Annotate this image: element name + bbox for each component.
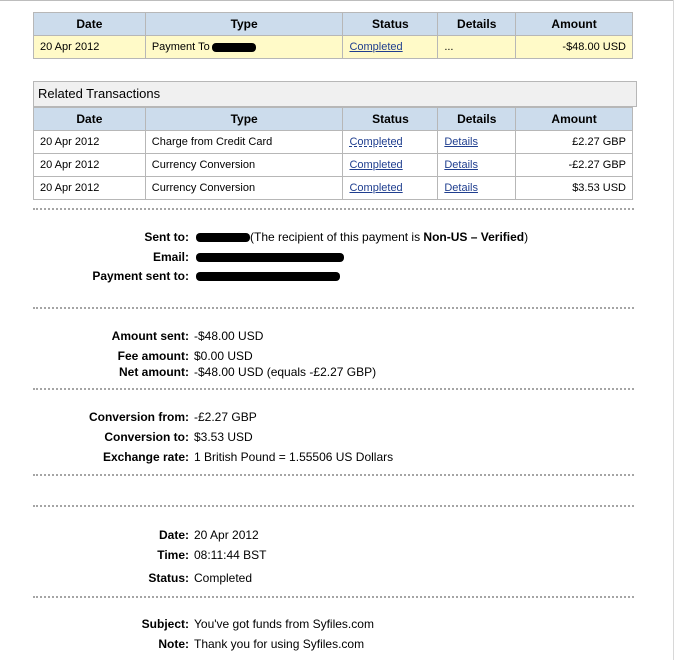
amount-sent-row bbox=[0, 328, 674, 344]
status-link[interactable]: Completed bbox=[349, 41, 403, 53]
redaction-mark bbox=[196, 233, 250, 242]
cell-details bbox=[438, 131, 516, 154]
col-header-status: Status bbox=[343, 13, 438, 36]
email-value bbox=[194, 249, 344, 265]
conversion-from-row bbox=[0, 409, 674, 425]
cell-type: Currency Conversion bbox=[145, 177, 343, 200]
cell-type bbox=[145, 36, 343, 59]
col-header-amount: Amount bbox=[516, 108, 633, 131]
recipient-note-prefix: (The recipient of this payment is bbox=[250, 230, 424, 244]
subject-value: You've got funds from Syfiles.com bbox=[194, 617, 374, 631]
cell-amount: £2.27 GBP bbox=[516, 131, 633, 154]
exchange-rate-row bbox=[0, 449, 674, 465]
cell-details bbox=[438, 177, 516, 200]
note-label: Note: bbox=[158, 637, 189, 651]
details-link[interactable]: Details bbox=[444, 136, 478, 148]
time-value: 08:11:44 BST bbox=[194, 548, 267, 562]
cell-date: 20 Apr 2012 bbox=[34, 131, 146, 154]
cell-date: 20 Apr 2012 bbox=[34, 154, 146, 177]
section-divider bbox=[33, 388, 634, 390]
cell-status bbox=[343, 154, 438, 177]
col-header-details: Details bbox=[438, 13, 516, 36]
cell-details bbox=[438, 154, 516, 177]
sent-to-label: Sent to: bbox=[144, 230, 189, 244]
status-label: Status: bbox=[148, 571, 189, 585]
payment-sent-to-value bbox=[194, 268, 340, 284]
section-divider bbox=[33, 596, 634, 598]
cell-amount: -£2.27 GBP bbox=[516, 154, 633, 177]
net-amount-label: Net amount: bbox=[119, 365, 189, 379]
cell-date: 20 Apr 2012 bbox=[34, 36, 146, 59]
status-value: Completed bbox=[194, 571, 253, 585]
section-divider bbox=[33, 208, 634, 210]
cell-type: Currency Conversion bbox=[145, 154, 343, 177]
amount-sent-value: -$48.00 USD bbox=[194, 329, 264, 343]
redaction-mark bbox=[196, 272, 340, 281]
details-link[interactable]: Details bbox=[444, 182, 478, 194]
status-link[interactable]: Completed bbox=[349, 182, 403, 194]
col-header-type: Type bbox=[145, 13, 343, 36]
col-header-status: Status bbox=[343, 108, 438, 131]
col-header-amount: Amount bbox=[516, 13, 633, 36]
cell-date: 20 Apr 2012 bbox=[34, 177, 146, 200]
fee-amount-label: Fee amount: bbox=[117, 349, 189, 363]
note-value: Thank you for using Syfiles.com bbox=[194, 637, 365, 651]
table-header-row bbox=[34, 13, 633, 36]
date-value: 20 Apr 2012 bbox=[194, 528, 259, 542]
col-header-type: Type bbox=[145, 108, 343, 131]
email-row bbox=[0, 249, 674, 265]
col-header-date: Date bbox=[34, 13, 146, 36]
redaction-mark bbox=[196, 253, 344, 262]
conversion-from-value: -£2.27 GBP bbox=[194, 410, 257, 424]
time-label: Time: bbox=[157, 548, 189, 562]
note-row bbox=[0, 636, 674, 652]
conversion-from-label: Conversion from: bbox=[88, 410, 189, 424]
recipient-status: Non-US – Verified bbox=[423, 230, 525, 244]
exchange-rate-value: 1 British Pound = 1.55506 US Dollars bbox=[194, 450, 394, 464]
conversion-to-row bbox=[0, 429, 674, 445]
time-row bbox=[0, 547, 674, 563]
status-link[interactable]: Completed bbox=[349, 159, 403, 171]
transaction-table bbox=[33, 12, 633, 59]
date-row bbox=[0, 527, 674, 543]
table-row bbox=[34, 131, 633, 154]
sent-to-row bbox=[0, 229, 674, 245]
section-divider bbox=[33, 505, 634, 507]
cell-details: ... bbox=[438, 36, 516, 59]
table-header-row bbox=[34, 108, 633, 131]
conversion-to-value: $3.53 USD bbox=[194, 430, 253, 444]
subject-row bbox=[0, 616, 674, 632]
fee-amount-row bbox=[0, 348, 674, 364]
payment-sent-to-row bbox=[0, 268, 674, 284]
status-row bbox=[0, 570, 674, 586]
date-label: Date: bbox=[158, 528, 189, 542]
col-header-details: Details bbox=[438, 108, 516, 131]
table-row bbox=[34, 154, 633, 177]
table-row bbox=[34, 177, 633, 200]
redaction-mark bbox=[212, 43, 256, 52]
cell-type-text: Payment To bbox=[151, 41, 210, 53]
payment-sent-to-label: Payment sent to: bbox=[92, 269, 189, 283]
cell-status bbox=[343, 131, 438, 154]
cell-type: Charge from Credit Card bbox=[145, 131, 343, 154]
fee-amount-value: $0.00 USD bbox=[194, 349, 253, 363]
section-divider bbox=[33, 307, 634, 309]
email-label: Email: bbox=[152, 250, 189, 264]
cell-status bbox=[343, 177, 438, 200]
cell-status bbox=[343, 36, 438, 59]
col-header-date: Date bbox=[34, 108, 146, 131]
table-row bbox=[34, 36, 633, 59]
amount-sent-label: Amount sent: bbox=[111, 329, 189, 343]
subject-label: Subject: bbox=[141, 617, 189, 631]
conversion-to-label: Conversion to: bbox=[104, 430, 189, 444]
related-transactions-title: Related Transactions bbox=[33, 81, 637, 107]
window-top-border bbox=[0, 0, 674, 1]
sent-to-value bbox=[194, 229, 528, 245]
exchange-rate-label: Exchange rate: bbox=[102, 450, 189, 464]
recipient-note-suffix: ) bbox=[524, 230, 529, 244]
status-link[interactable]: Completed bbox=[349, 136, 403, 148]
related-transactions-table bbox=[33, 107, 633, 200]
net-amount-row bbox=[0, 364, 674, 380]
details-link[interactable]: Details bbox=[444, 159, 478, 171]
cell-amount: $3.53 USD bbox=[516, 177, 633, 200]
section-divider bbox=[33, 474, 634, 476]
net-amount-value: -$48.00 USD (equals -£2.27 GBP) bbox=[194, 365, 377, 379]
cell-amount: -$48.00 USD bbox=[516, 36, 633, 59]
